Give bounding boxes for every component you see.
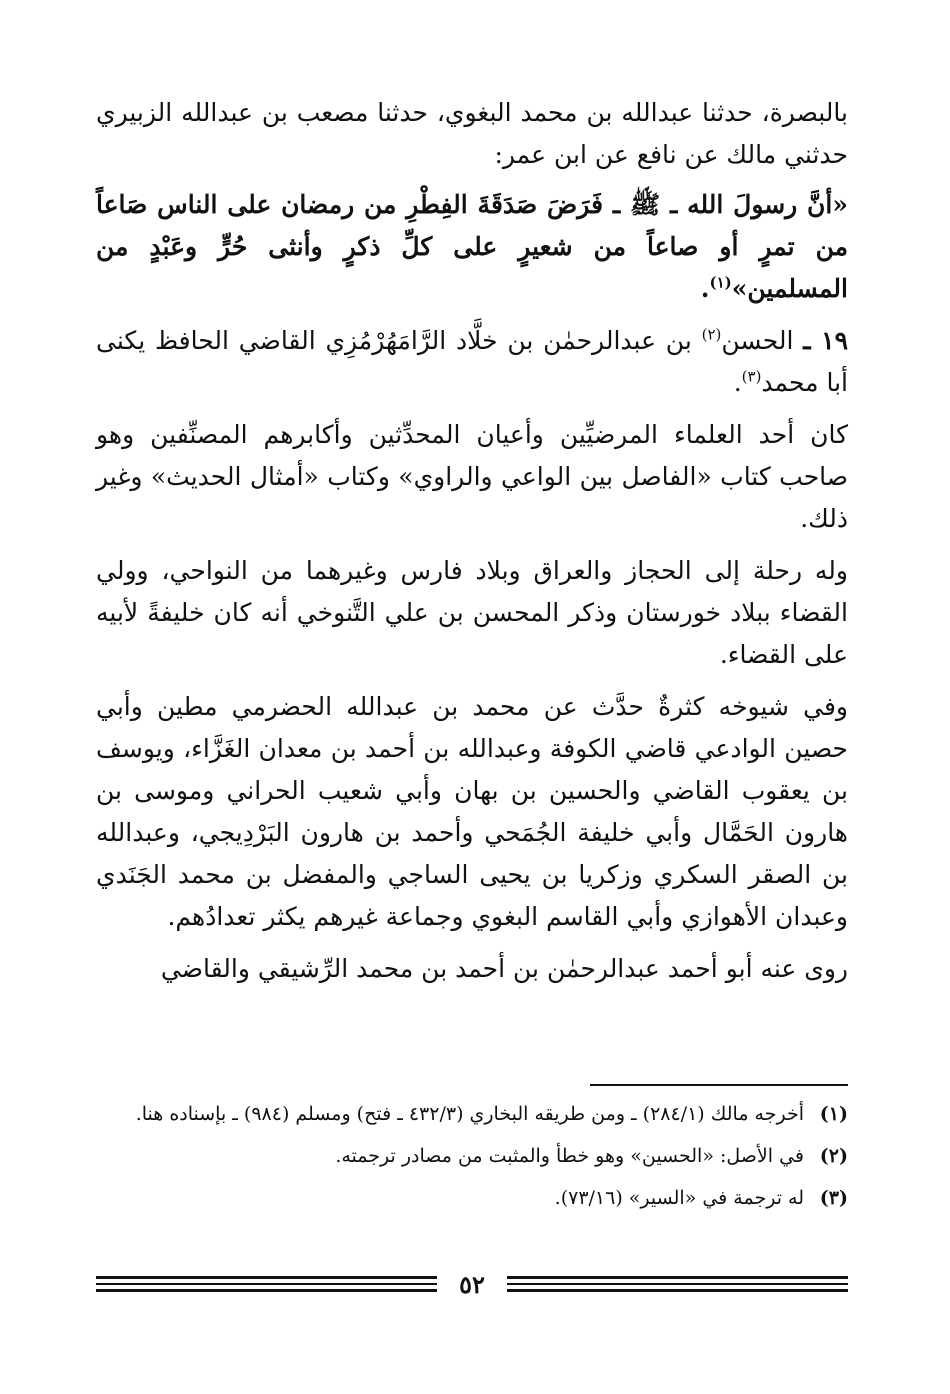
footnote-ref-2: (٢) — [701, 325, 722, 344]
teachers-paragraph: وفي شيوخه كثرةٌ حدَّث عن محمد بن عبدالله الحضرمي مطين وأبي حصين الوادعي قاضي الكوفة وعبدالله بن أحمد بن معدان الغَزَّاء، ويوسف بن يعقوب القاضي والحسين بن بهان وأبي شعيب الحراني وموسى بن هارون الحَمَّال وأبي خليفة الجُمَحي وأحمد بن هارون البَرْدِيجي، وعبدالله بن الصقر السكري وزكريا بن يحيى الساجي والمفضل بن محمد الجَنَدي وعبدان الأهوازي وأبي القاسم البغوي وجماعة غيرهم يكثر تعدادُهم. — [96, 692, 848, 931]
hadith-text: «أنَّ رسولَ الله ـ ﷺ ـ فَرَضَ صَدَقَةَ الفِطْرِ من رمضان على الناس صَاعاً من تمرٍ أو صاعاً من شعيرٍ على كلِّ ذكرٍ وأنثى حُرٍّ وعَبْدٍ من المسلمين» — [96, 190, 848, 303]
entry-end: . — [733, 368, 742, 397]
students-paragraph: روى عنه أبو أحمد عبدالرحمٰن بن أحمد بن محمد الرِّشيقي والقاضي — [160, 954, 848, 983]
footnote-text: له ترجمة في «السير» (٧٣/١٦). — [554, 1187, 804, 1209]
travels-paragraph: وله رحلة إلى الحجاز والعراق وبلاد فارس وغيرهما من النواحي، وولي القضاء ببلاد خورستان وذكر المحسن بن علي التَّنوخي أنه كان خليفةً لأبيه على القضاء. — [96, 556, 848, 669]
footnote-number: (١) — [819, 1103, 848, 1125]
footnote-text: في الأصل: «الحسين» وهو خطأ والمثبت من مصادر ترجمته. — [335, 1145, 804, 1167]
footnote-text: أخرجه مالك (٢٨٤/١) ـ ومن طريقه البخاري (٤٣٢/٣ ـ فتح) ومسلم (٩٨٤) ـ بإسناده هنا. — [135, 1103, 804, 1125]
book-page — [96, 92, 848, 1332]
footnotes — [96, 1096, 848, 1222]
hadith-paragraph — [96, 184, 848, 310]
footnote-separator — [590, 1084, 848, 1086]
footnote-3 — [96, 1180, 848, 1216]
hadith-end: . — [700, 274, 710, 303]
footnote-1 — [96, 1096, 848, 1132]
footnote-ref-1: (١) — [709, 273, 732, 292]
main-text — [96, 92, 848, 990]
entry-name: الحسن — [721, 326, 794, 355]
intro-paragraph: بالبصرة، حدثنا عبدالله بن محمد البغوي، حدثنا مصعب بن عبدالله الزبيري حدثني مالك عن نافع عن ابن عمر: — [96, 98, 848, 169]
footnote-2 — [96, 1138, 848, 1174]
footnote-number: (٢) — [819, 1145, 848, 1167]
footer-rule-right — [507, 1274, 848, 1294]
entry-heading-paragraph — [96, 320, 848, 404]
footnote-ref-3: (٣) — [741, 367, 762, 386]
page-number: ٥٢ — [459, 1269, 485, 1299]
page-footer — [96, 1264, 848, 1304]
works-paragraph: كان أحد العلماء المرضيِّين وأعيان المحدِّثين وأكابرهم المصنِّفين وهو صاحب كتاب «الفاصل بين الواعي والراوي» وكتاب «أمثال الحديث» وغير ذلك. — [96, 420, 848, 533]
entry-rest: بن عبدالرحمٰن بن خلَّاد الرَّامَهُرْمُزِي القاضي الحافظ يكنى أبا محمد — [96, 326, 848, 397]
footer-rule-left — [96, 1274, 437, 1294]
footnote-number: (٣) — [819, 1187, 848, 1209]
entry-number: ١٩ ـ — [803, 326, 848, 355]
